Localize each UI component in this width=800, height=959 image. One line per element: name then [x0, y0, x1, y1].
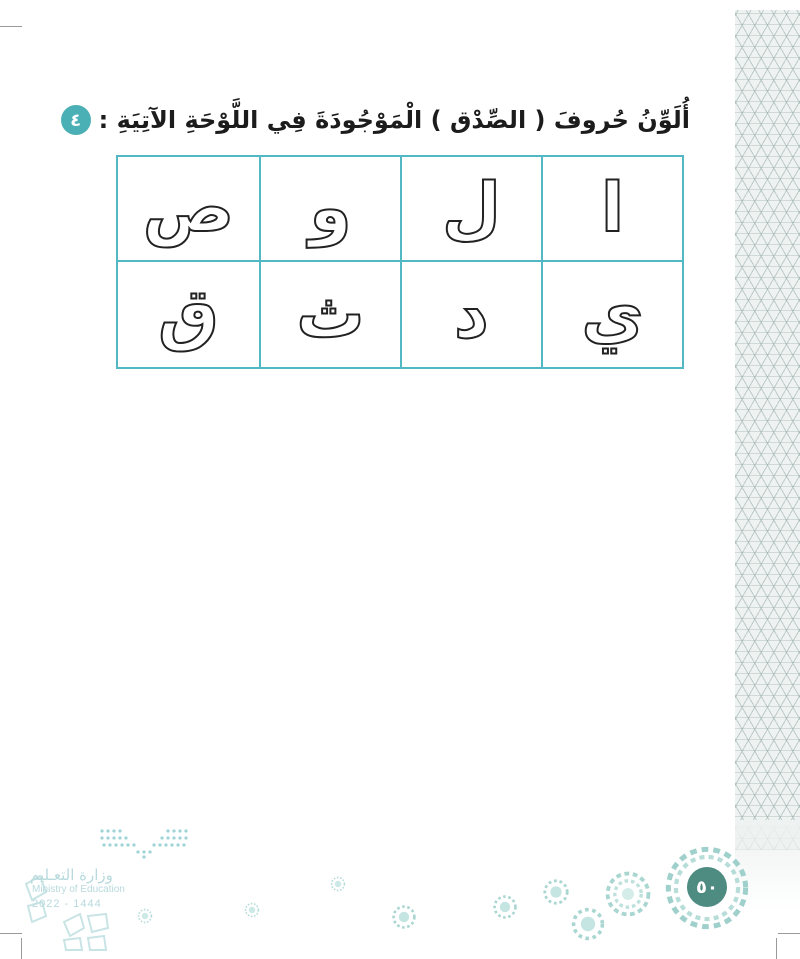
letter-tha: ث — [296, 274, 365, 354]
ministry-name-english: Ministry of Education — [32, 884, 125, 895]
letter-dal: د — [454, 274, 489, 354]
crop-mark-right-vertical — [776, 938, 777, 959]
crop-mark-left-vertical — [21, 938, 22, 959]
letter-alif: ا — [600, 168, 625, 248]
letter-cell[interactable] — [400, 157, 541, 262]
letter-waw: و — [309, 168, 352, 248]
letter-cell[interactable] — [541, 262, 682, 367]
rosette-ornament-icon — [542, 878, 570, 906]
letter-cell[interactable] — [118, 262, 259, 367]
letter-cell[interactable] — [259, 262, 400, 367]
question-text: أُلَوِّنُ حُروفَ ( الصِّدْق ) الْمَوْجُودَةَ فِي اللَّوْحَةِ الآتِيَةِ : — [98, 106, 690, 134]
crop-mark-bottom-left — [0, 933, 22, 934]
letter-lam: ل — [442, 168, 502, 248]
letter-cell[interactable] — [259, 157, 400, 262]
crop-mark-top-left — [0, 26, 22, 27]
letter-qaf: ق — [158, 274, 219, 354]
letter-cell[interactable] — [541, 157, 682, 262]
letter-ya: ي — [581, 274, 644, 354]
letter-cell[interactable] — [118, 157, 259, 262]
geometric-pattern-strip — [735, 10, 800, 850]
letter-sad: ص — [142, 168, 235, 248]
rosette-ornament-icon — [492, 894, 518, 920]
rosette-ornament-icon — [244, 902, 260, 918]
question-number-badge: ٤ — [61, 105, 91, 135]
ministry-name-arabic: وزارة التعـليم — [30, 866, 113, 884]
rosette-ornament-icon — [570, 906, 606, 942]
question-instruction — [61, 100, 690, 140]
letter-board — [116, 155, 684, 369]
rosette-ornament-icon — [137, 908, 153, 924]
rosette-ornament-icon — [391, 904, 417, 930]
edition-year: 2022 - 1444 — [32, 898, 102, 910]
rosette-ornament-icon — [330, 876, 346, 892]
ministry-logo-icon — [98, 827, 190, 859]
letter-cell[interactable] — [400, 262, 541, 367]
rosette-ornament-icon — [604, 870, 652, 918]
page-number-badge: ٥٠ — [687, 867, 727, 907]
crop-mark-bottom-right — [778, 933, 800, 934]
